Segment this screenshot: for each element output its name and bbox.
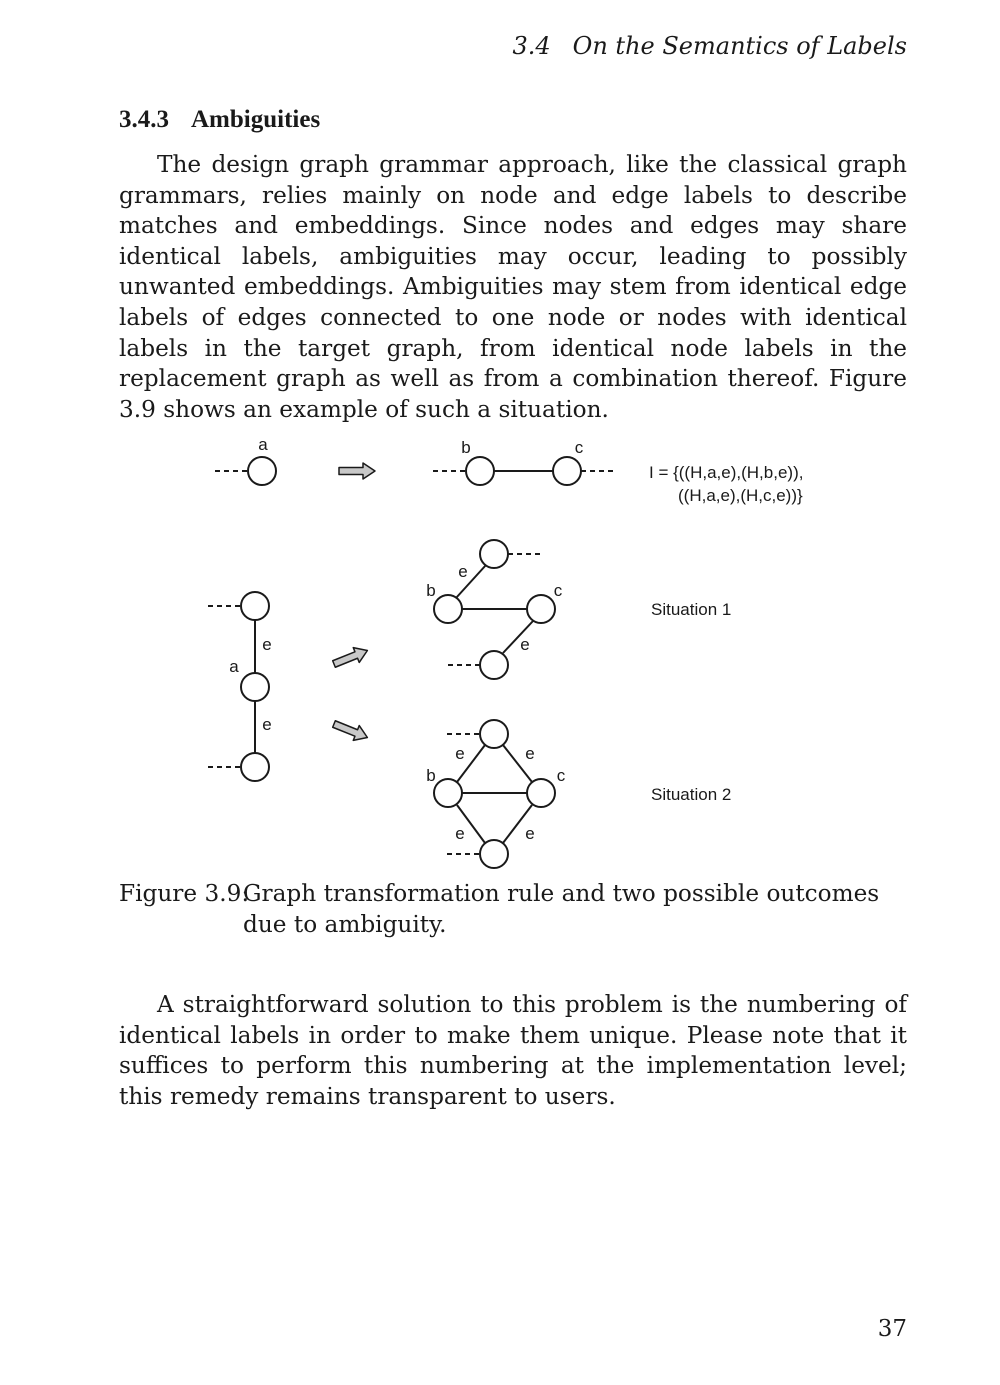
figure-3-9 <box>0 425 1000 875</box>
s1-node-bottom <box>480 651 508 679</box>
host-node-bottom <box>241 753 269 781</box>
running-head-title: On the Semantics of Labels <box>572 32 907 60</box>
figure-caption-label: Figure 3.9: <box>119 880 250 907</box>
body-paragraph-2: A straightforward solution to this problem is the numbering of identical labels in order to make them unique. Please note that it suffices to perform this numbering at the implementation level; this remedy remains transparent to users. <box>119 991 907 1110</box>
rule-right-node-b-label: b <box>461 438 471 457</box>
s1-node-c-label: c <box>553 581 563 600</box>
rule-left-node <box>248 457 276 485</box>
s2-node-c-label: c <box>556 766 566 785</box>
rule-right-node-c <box>553 457 581 485</box>
rule-right-node-c-label: c <box>574 438 584 457</box>
section-heading <box>119 106 320 134</box>
situation1-label: Situation 1 <box>651 600 732 619</box>
rule-right-node-b <box>466 457 494 485</box>
embedding-line-2: ((H,a,e),(H,c,e))} <box>678 486 803 505</box>
s1-node-c <box>527 595 555 623</box>
s2-edge-label-1: e <box>455 744 465 763</box>
s2-edge-label-2: e <box>525 744 535 763</box>
s2-node-b-label: b <box>426 766 436 785</box>
s1-edge-label-1: e <box>458 562 468 581</box>
running-head <box>512 32 907 60</box>
arrow-to-situation2-icon <box>331 717 370 745</box>
s2-node-bottom <box>480 840 508 868</box>
rule-left-node-label: a <box>258 435 268 454</box>
s2-node-top <box>480 720 508 748</box>
page-number: 37 <box>877 1316 907 1342</box>
running-head-section-number: 3.4 <box>512 32 551 60</box>
figure-caption-text: Graph transformation rule and two possible outcomes due to ambiguity. <box>243 880 880 938</box>
host-node-top <box>241 592 269 620</box>
arrow-to-situation1-icon <box>331 643 370 671</box>
body-paragraph-1: The design graph grammar approach, like the classical graph grammars, relies mainly on node and edge labels to describe matches and embeddings. Since nodes and edges may share identical labels, ambiguities may occur, leading to possibly unwanted embeddings. Ambiguities may stem from identical edge labels of edges connected to one node or nodes with identical labels in the target graph, from identical node labels in the replacement graph as well as from a combination thereof. Figure 3.9 shows an example of such a situation. <box>119 151 907 423</box>
s1-node-b <box>434 595 462 623</box>
host-node-a <box>241 673 269 701</box>
s1-node-b-label: b <box>426 581 436 600</box>
s2-node-c <box>527 779 555 807</box>
host-edge-bottom-label: e <box>262 715 272 734</box>
section-number: 3.4.3 <box>119 106 169 133</box>
situation2-label: Situation 2 <box>651 785 732 804</box>
host-node-a-label: a <box>229 657 239 676</box>
rule-arrow-icon <box>339 463 375 479</box>
s2-node-b <box>434 779 462 807</box>
embedding-line-1: I = {((H,a,e),(H,b,e)), <box>649 463 804 482</box>
host-edge-top-label: e <box>262 635 272 654</box>
s2-edge-label-3: e <box>455 824 465 843</box>
s2-edge-label-4: e <box>525 824 535 843</box>
section-title: Ambiguities <box>191 106 321 133</box>
s1-node-top <box>480 540 508 568</box>
figure-caption <box>119 878 909 940</box>
s1-edge-label-2: e <box>520 635 530 654</box>
